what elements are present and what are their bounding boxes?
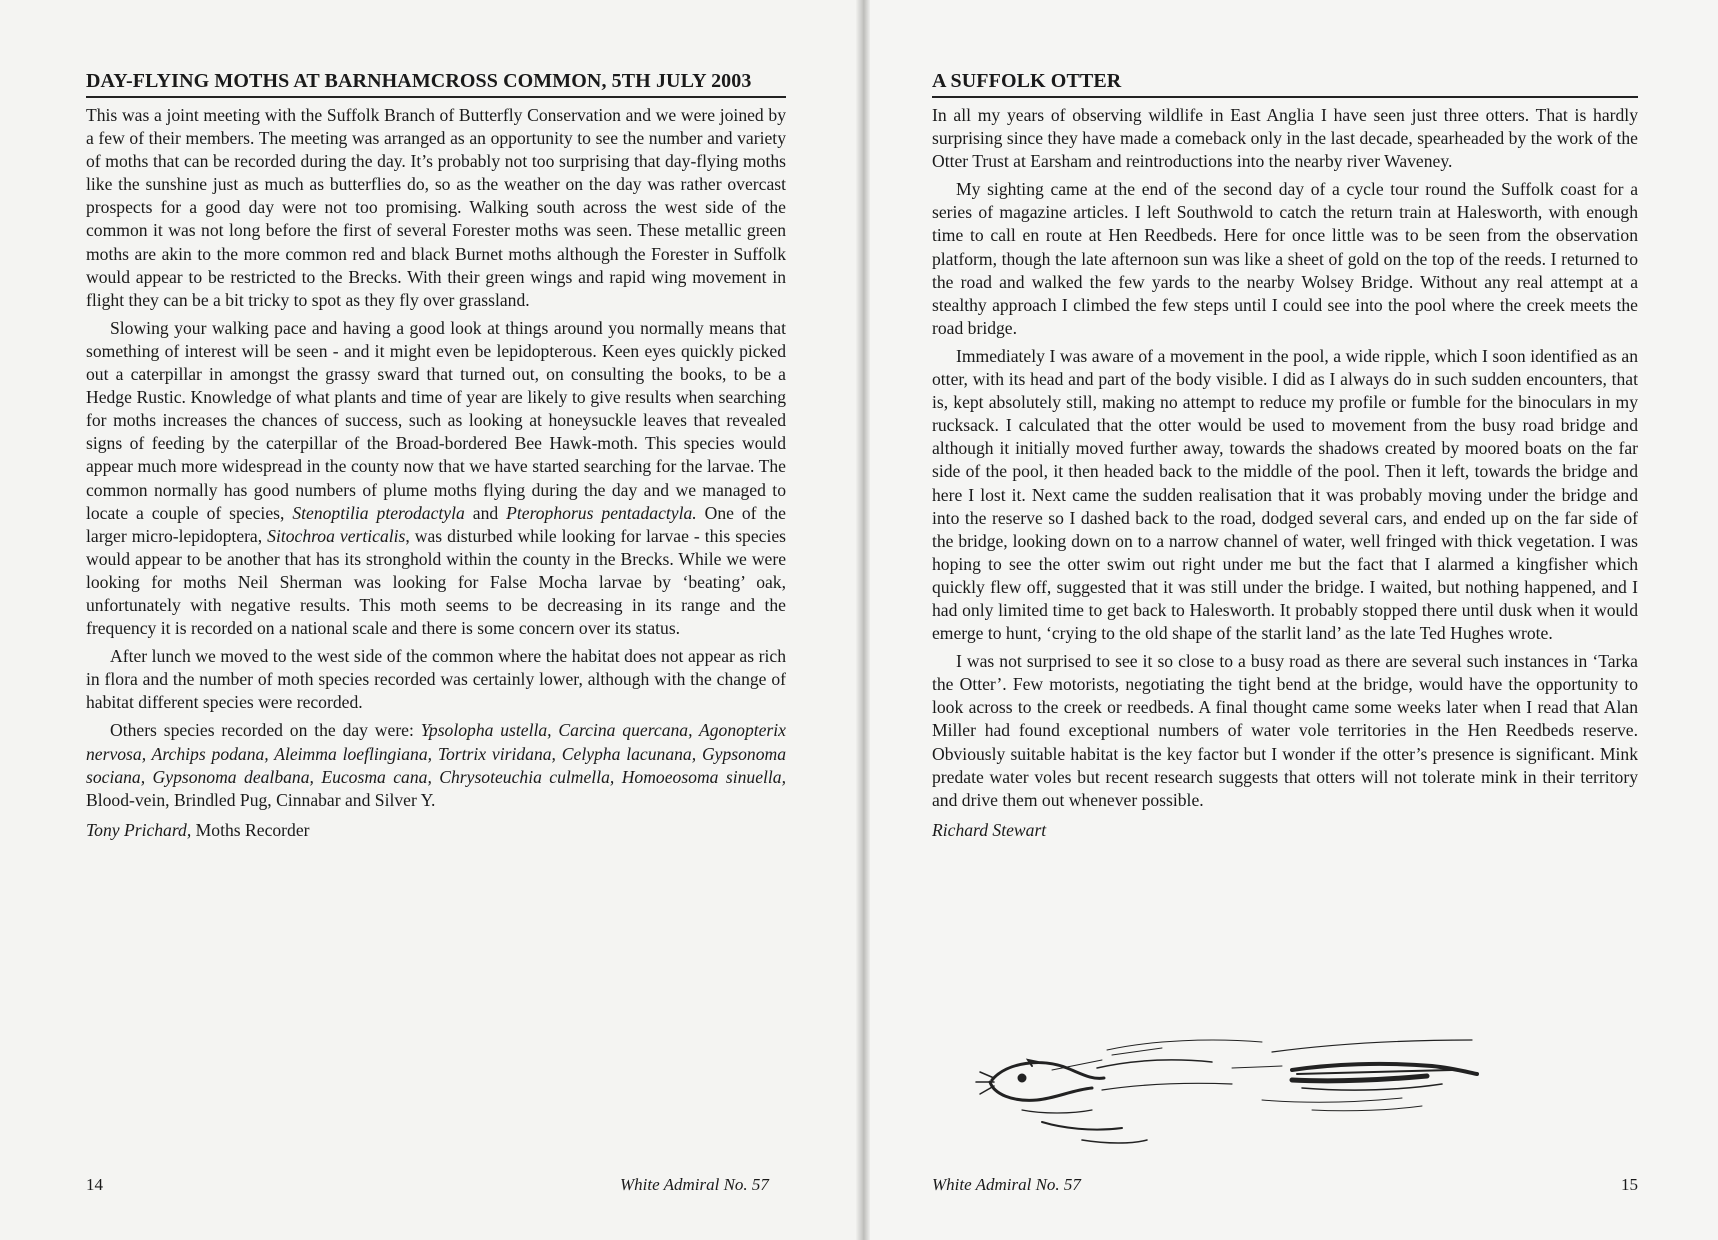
otter-paragraph-3: Immediately I was aware of a movement in the pool, a wide ripple, which I soon identified as an otter, with its head and part of the body visible. I did as I always do in such sudden encounters, that is, kept absolutely still, making no attempt to reduce my profile or fumble for the binoculars in my rucksack. I calculated that the otter would be used to movement from the busy road bridge and although it initially moved further away, towards the shadows created by moored boats on the far side of the pool, it then headed back to the middle of the pool. Then it left, towards the bridge and here I lost it. Next came the sudden realisation that it was probably moving under the bridge and into the reserve so I dashed back to the road, dodged several cars, and ended up on the far side of the bridge, looking down on to a narrow channel of water, well fringed with thick vegetation. I was hoping to see the otter swim out right under me but the fact that I alarmed a kingfisher which quickly flew off, suggested that it was still under the bridge. I waited, but nothing happened, and I had only limited time to get back to Halesworth. It probably stopped there until dusk when it would emerge to hunt, ‘crying to the old shape of the starlit land’ as the late Ted Hughes wrote. [932,345,1638,644]
text-run: Blood-vein, Brindled Pug, Cinnabar and Silver Y. [86,789,436,810]
species-name: Stenoptilia pterodactyla [292,502,465,523]
text-run: Others species recorded on the day were: [110,720,421,741]
moths-paragraph-1: This was a joint meeting with the Suffolk Branch of Butterfly Conservation and we were joined by a few of their members. The meeting was arranged as an opportunity to see the number and variety of moths that can be recorded during the day. It’s probably not too surprising that day-flying moths like the sunshine just as much as butterflies do, so as the weather on the day was rather overcast prospects for a good day were not too promising. Walking south across the west side of the common it was not long before the first of several Forester moths was seen. These metallic green moths are akin to the more common red and black Burnet moths although the Forester in Suffolk would appear to be restricted to the Brecks. With their green wings and rapid wing movement in flight they can be a bit tricky to spot as they fly over grassland. [86,105,786,310]
otter-paragraph-2: My sighting came at the end of the second day of a cycle tour round the Suffolk coast for a series of magazine articles. I left Southwold to catch the return train at Halesworth, with enough time to call en route at Hen Reedbeds. Here for once little was to be seen from the observation platform, though the late afternoon sun was like a sheet of gold on the top of the reeds. I returned to the road and walked the few yards to the nearby Wolsey Bridge. Without any real attempt at a stealthy approach I climbed the few steps until I could see into the pool where the creek meets the road bridge. [932,179,1638,338]
text-run: and [464,502,507,523]
species-name: Pterophorus pentadactyla. [506,502,697,523]
species-name: Sitochroa verticalis [267,525,406,546]
moths-paragraph-4 [86,719,786,811]
text-run: , was disturbed while looking for larvae - this species would appear to be another that has its stronghold within the county in the Brecks. While we were looking for moths Neil Sherman was looking for False Mocha larvae by ‘beating’ oak, unfortunately with negative results. This moth seems to be decreasing in its range and the frequency it is recorded on a national scale and there is some concern over its status. [86,525,786,639]
title-rule [86,96,786,98]
otter-signature [932,818,1638,842]
title-rule [932,96,1638,98]
otter-sketch-illustration [932,1010,1512,1150]
text-run: One of the larger micro-lepidoptera, [86,502,786,546]
otter-article-title: A SUFFOLK OTTER [932,70,1122,92]
author-name: Tony Prichard, [86,819,192,840]
right-page [862,0,1718,1240]
running-head-left: White Admiral No. 57 [620,1175,769,1194]
otter-article [932,70,1638,842]
otter-paragraph-1: In all my years of observing wildlife in East Anglia I have seen just three otters. That is hardly surprising since they have made a comeback only in the last decade, spearheaded by the work of the Otter Trust at Earsham and reintroductions into the nearby river Waveney. [932,105,1638,172]
moths-paragraph-3: After lunch we moved to the west side of the common where the habitat does not appear as rich in flora and the number of moth species recorded was certainly lower, although with the change of habitat different species were recorded. [86,646,786,713]
moths-signature [86,818,786,842]
moths-paragraph-2 [86,317,786,640]
page-number-right: 15 [1621,1175,1638,1194]
moths-article-title: DAY-FLYING MOTHS AT BARNHAMCROSS COMMON, 5TH JULY 2003 [86,70,752,92]
author-role: Moths Recorder [191,819,310,840]
otter-paragraph-4: I was not surprised to see it so close to a busy road as there are several such instances in ‘Tarka the Otter’. Few motorists, negotiating the tight bend at the bridge, would have the opportunity to look across to the creek or reedbeds. A final thought came some weeks later when I read that Alan Miller had found exceptional numbers of water vole territories in the Hen Reedbeds reserve. Obviously suitable habitat is the key factor but I wonder if the otter’s presence is significant. Mink predate water voles but recent research suggests that otters will not tolerate mink in their territory and drive them out whenever possible. [932,651,1638,810]
author-name: Richard Stewart [932,819,1047,840]
moths-article [86,70,786,842]
species-list: Ypsolopha ustella, Carcina quercana, Agonopterix nervosa, Archips podana, Aleimma loeflingiana, Tortrix viridana, Celypha lacunana, Gypsonoma sociana, Gypsonoma dealbana, Eucosma cana, Chrysoteuchia culmella, Homoeosoma sinuella, [86,720,786,787]
book-gutter [856,0,870,1240]
page-number-left: 14 [86,1175,103,1194]
running-head-right: White Admiral No. 57 [932,1175,1081,1194]
text-run: Slowing your walking pace and having a good look at things around you normally means that something of interest will be seen - and it might even be lepidopterous. Keen eyes quickly picked out a caterpillar in amongst the grassy sward that turned out, on consulting the books, to be a Hedge Rustic. Knowledge of what plants and time of year are likely to give results when searching for moths increases the chances of success, such as looking at honeysuckle leaves that revealed signs of feeding by the caterpillar of the Broad-bordered Bee Hawk-moth. This species would appear much more widespread in the county now that we have started searching for the larvae. The common normally has good numbers of plume moths flying during the day and we managed to locate a couple of species, [86,317,786,523]
